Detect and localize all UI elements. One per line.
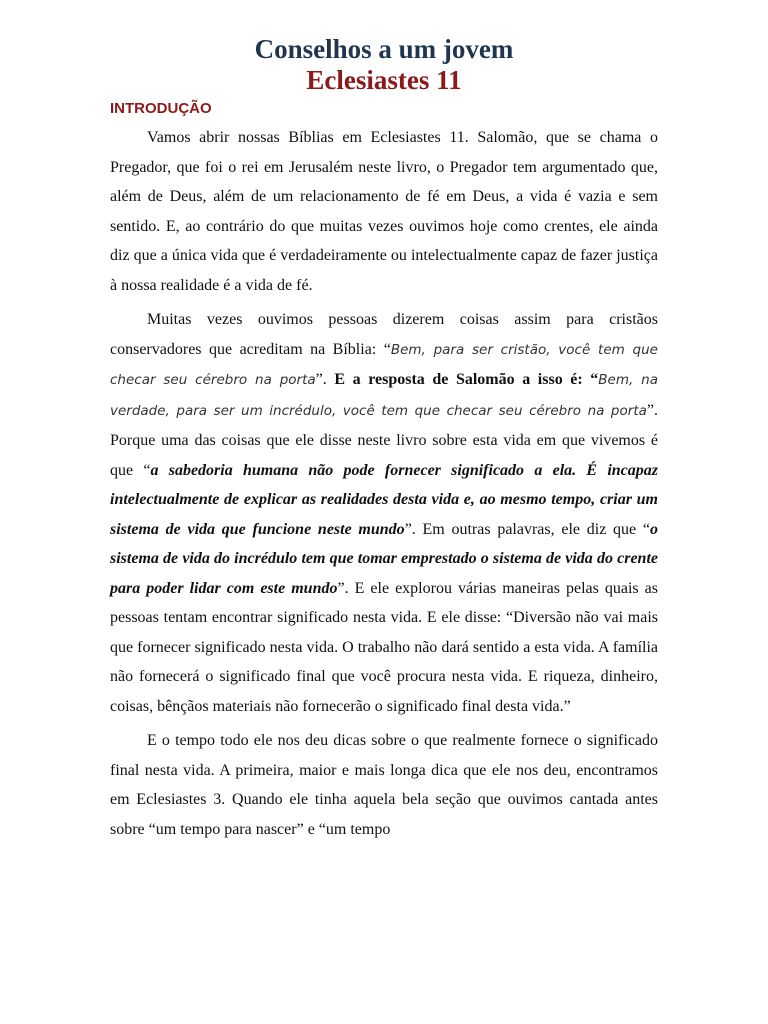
emphasis-1: a sabedoria humana não pode fornecer significado a ela. É incapaz intelectualmente de explicar as realidades desta vida e, ao mesmo tempo, criar um sistema de vida que funcione neste mundo <box>110 461 659 538</box>
emphasis-2: o sistema de vida do incrédulo tem que tomar emprestado o sistema de vida do crente para poder lidar com este mundo <box>110 520 659 597</box>
paragraph-2-text-2: ”. <box>315 371 335 388</box>
document-subtitle: Eclesiastes 11 <box>306 65 462 95</box>
paragraph-2-text-6: ”. E ele explorou várias maneiras pelas quais as pessoas tentam encontrar significado nesta vida. E ele disse: “Diversão não vai mais que fornecer significado nesta vida. O trabalho não dará sentido a esta vida. A família não fornecerá o significado final que você procura nesta vida. E riqueza, dinheiro, coisas, bênçãos materiais não fornecerão o significado final desta vida.” <box>110 579 658 715</box>
quote-1: Bem, para ser cristão, você tem que checar seu cérebro na porta <box>110 341 658 388</box>
quote-2: Bem, na verdade, para ser um incrédulo, você tem que checar seu cérebro na porta <box>110 372 659 419</box>
paragraph-3: E o tempo todo ele nos deu dicas sobre o que realmente fornece o significado final nesta vida. A primeira, maior e mais longa dica que ele nos deu, encontramos em Eclesiastes 3. Quando ele tinha aquela bela seção que ouvimos cantada antes sobre “um tempo para nascer” e “um tempo <box>110 732 658 838</box>
section-heading: INTRODUÇÃO <box>110 100 212 117</box>
paragraph-2-text-1: Muitas vezes ouvimos pessoas dizerem coisas assim para cristãos conservadores que acreditam na Bíblia: “ <box>110 311 658 358</box>
paragraph-2-text-5: ”. Em outras palavras, ele diz que “ <box>404 520 651 538</box>
paragraph-2 <box>110 305 658 721</box>
paragraph-1: Vamos abrir nossas Bíblias em Eclesiastes 11. Salomão, que se chama o Pregador, que foi o rei em Jerusalém neste livro, o Pregador tem argumentado que, além de Deus, além de um relacionamento de fé em Deus, a vida é vazia e sem sentido. E, ao contrário do que muitas vezes ouvimos hoje como crentes, ele ainda diz que a única vida que é verdadeiramente ou intelectualmente capaz de fazer justiça à nossa realidade é a vida de fé. <box>110 129 658 294</box>
document-title: Conselhos a um jovem <box>254 34 514 64</box>
paragraph-2-text-3: E a resposta de Salomão a isso é: “ <box>334 371 599 388</box>
paragraph-2-text-4: ”. Porque uma das coisas que ele disse neste livro sobre esta vida em que vivemos é que “ <box>110 401 658 479</box>
